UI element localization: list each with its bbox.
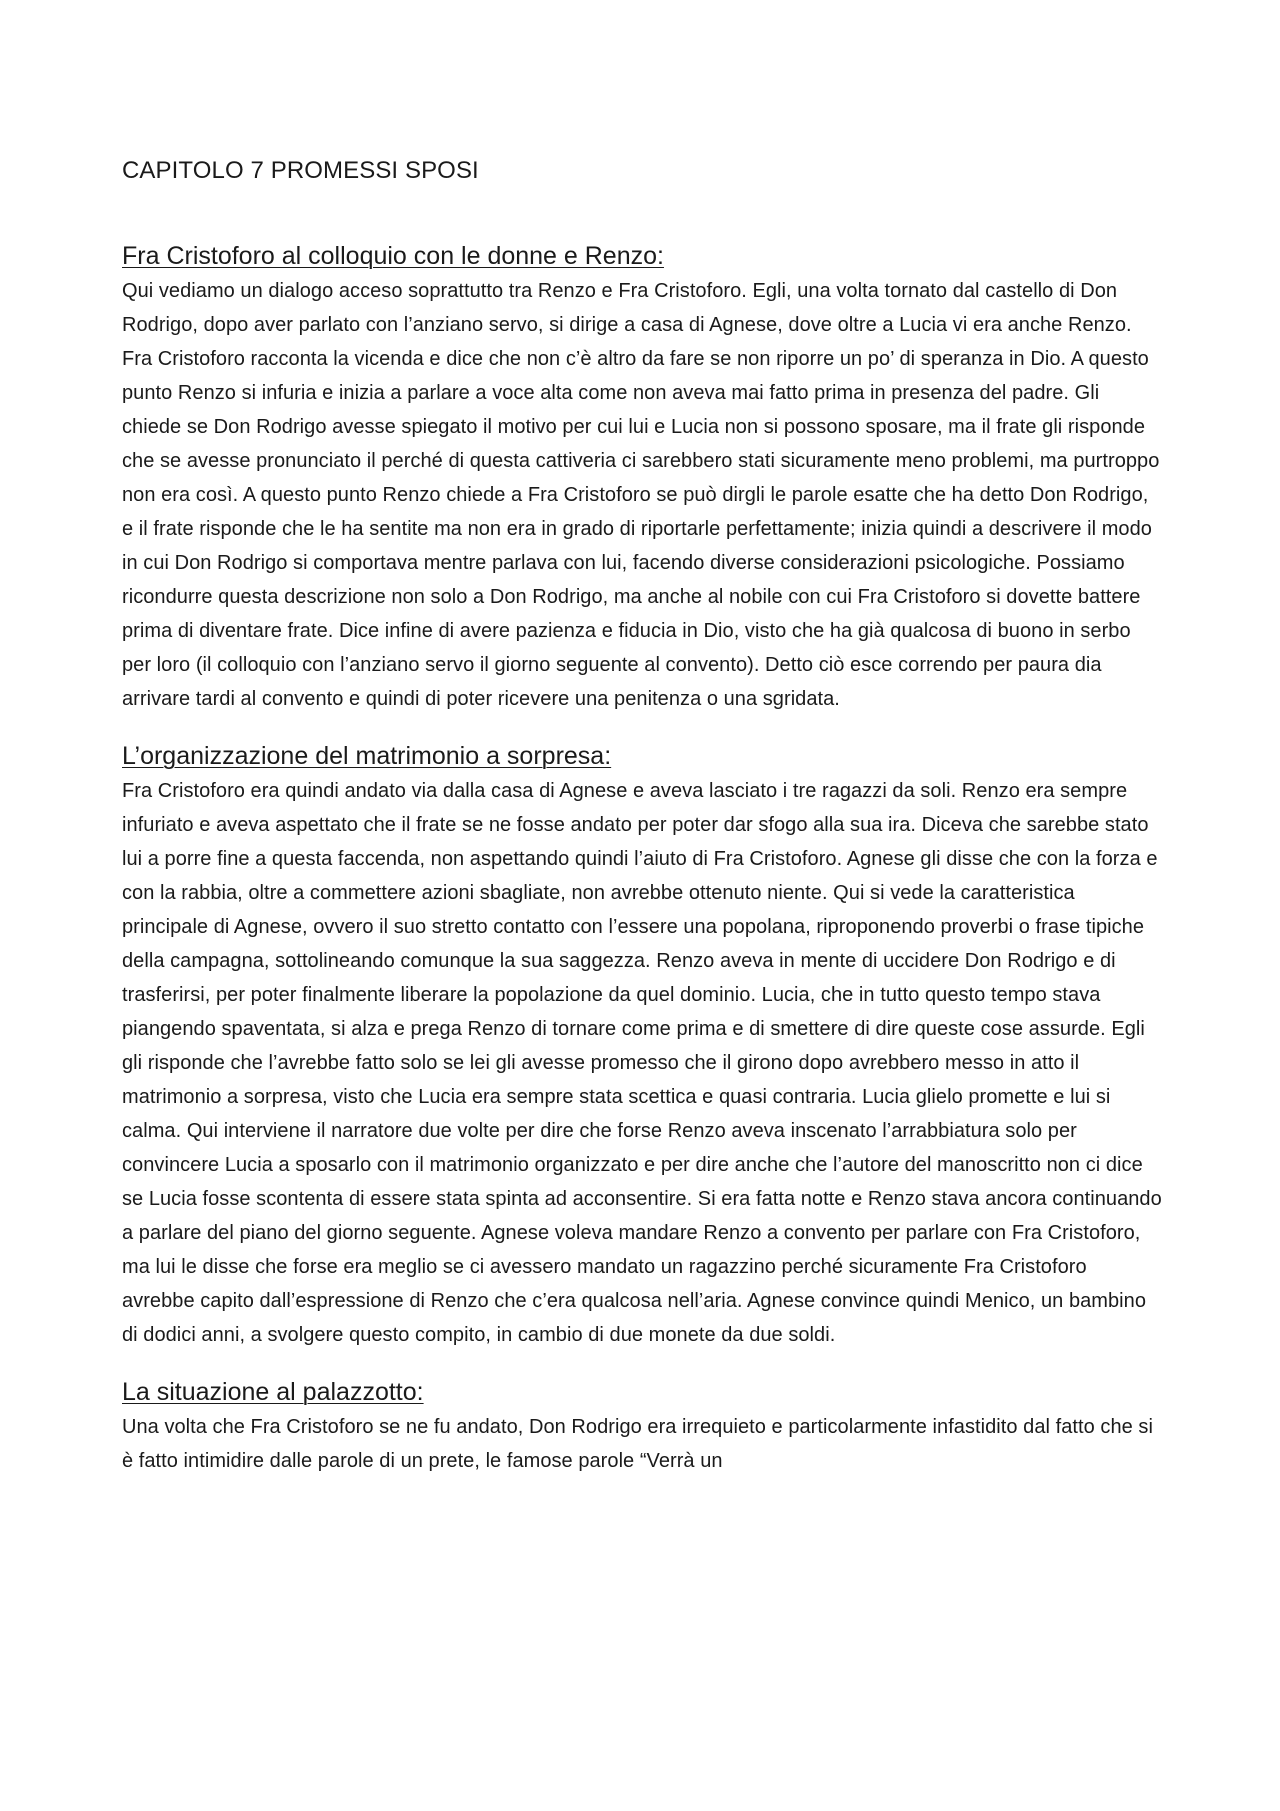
section-heading: L’organizzazione del matrimonio a sorpresa: xyxy=(122,742,612,770)
section-fra-cristoforo xyxy=(122,238,1162,716)
section-situazione-palazzotto xyxy=(122,1374,1162,1478)
section-paragraph: Una volta che Fra Cristoforo se ne fu andato, Don Rodrigo era irrequieto e particolarmente infastidito dal fatto che si è fatto intimidire dalle parole di un prete, le famose parole “Verrà un xyxy=(122,1416,1153,1472)
section-heading: La situazione al palazzotto: xyxy=(122,1378,424,1406)
section-paragraph: Qui vediamo un dialogo acceso soprattutto tra Renzo e Fra Cristoforo. Egli, una volta tornato dal castello di Don Rodrigo, dopo aver parlato con l’anziano servo, si dirige a casa di Agnese, dove oltre a Lucia vi era anche Renzo. Fra Cristoforo racconta la vicenda e dice che non c’è altro da fare se non riporre un po’ di speranza in Dio. A questo punto Renzo si infuria e inizia a parlare a voce alta come non aveva mai fatto prima in presenza del padre. Gli chiede se Don Rodrigo avesse spiegato il motivo per cui lui e Lucia non si possono sposare, ma il frate gli risponde che se avesse pronunciato il perché di questa cattiveria ci sarebbero stati sicuramente meno problemi, ma purtroppo non era così. A questo punto Renzo chiede a Fra Cristoforo se può dirgli le parole esatte che ha detto Don Rodrigo, e il frate risponde che le ha sentite ma non era in grado di riportarle perfettamente; inizia quindi a descrivere il modo in cui Don Rodrigo si comportava mentre parlava con lui, facendo diverse considerazioni psicologiche. Possiamo ricondurre questa descrizione non solo a Don Rodrigo, ma anche al nobile con cui Fra Cristoforo si dovette battere prima di diventare frate. Dice infine di avere pazienza e fiducia in Dio, visto che ha già qualcosa di buono in serbo per loro (il colloquio con l’anziano servo il giorno seguente al convento). Detto ciò esce correndo per paura dia arrivare tardi al convento e quindi di poter ricevere una penitenza o una sgridata. xyxy=(122,280,1160,710)
section-heading: Fra Cristoforo al colloquio con le donne e Renzo: xyxy=(122,242,664,270)
section-paragraph: Fra Cristoforo era quindi andato via dalla casa di Agnese e aveva lasciato i tre ragazzi da soli. Renzo era sempre infuriato e aveva aspettato che il frate se ne fosse andato per poter dar sfogo alla sua ira. Diceva che sarebbe stato lui a porre fine a questa faccenda, non aspettando quindi l’aiuto di Fra Cristoforo. Agnese gli disse che con la forza e con la rabbia, oltre a commettere azioni sbagliate, non avrebbe ottenuto niente. Qui si vede la caratteristica principale di Agnese, ovvero il suo stretto contatto con l’essere una popolana, riproponendo proverbi o frase tipiche della campagna, sottolineando comunque la sua saggezza. Renzo aveva in mente di uccidere Don Rodrigo e di trasferirsi, per poter finalmente liberare la popolazione da quel dominio. Lucia, che in tutto questo tempo stava piangendo spaventata, si alza e prega Renzo di tornare come prima e di smettere di dire queste cose assurde. Egli gli risponde che l’avrebbe fatto solo se lei gli avesse promesso che il girono dopo avrebbero messo in atto il matrimonio a sorpresa, visto che Lucia era sempre stata scettica e quasi contraria. Lucia glielo promette e lui si calma. Qui interviene il narratore due volte per dire che forse Renzo aveva inscenato l’arrabbiatura solo per convincere Lucia a sposarlo con il matrimonio organizzato e per dire anche che l’autore del manoscritto non ci dice se Lucia fosse scontenta di essere stata spinta ad acconsentire. Si era fatta notte e Renzo stava ancora continuando a parlare del piano del giorno seguente. Agnese voleva mandare Renzo a convento per parlare con Fra Cristoforo, ma lui le disse che forse era meglio se ci avessero mandato un ragazzino perché sicuramente Fra Cristoforo avrebbe capito dall’espressione di Renzo che c’era qualcosa nell’aria. Agnese convince quindi Menico, un bambino di dodici anni, a svolgere questo compito, in cambio di due monete da due soldi. xyxy=(122,780,1162,1346)
document-content xyxy=(122,154,1162,1478)
document-title: CAPITOLO 7 PROMESSI SPOSI xyxy=(122,157,479,184)
section-organizzazione-matrimonio xyxy=(122,738,1162,1352)
